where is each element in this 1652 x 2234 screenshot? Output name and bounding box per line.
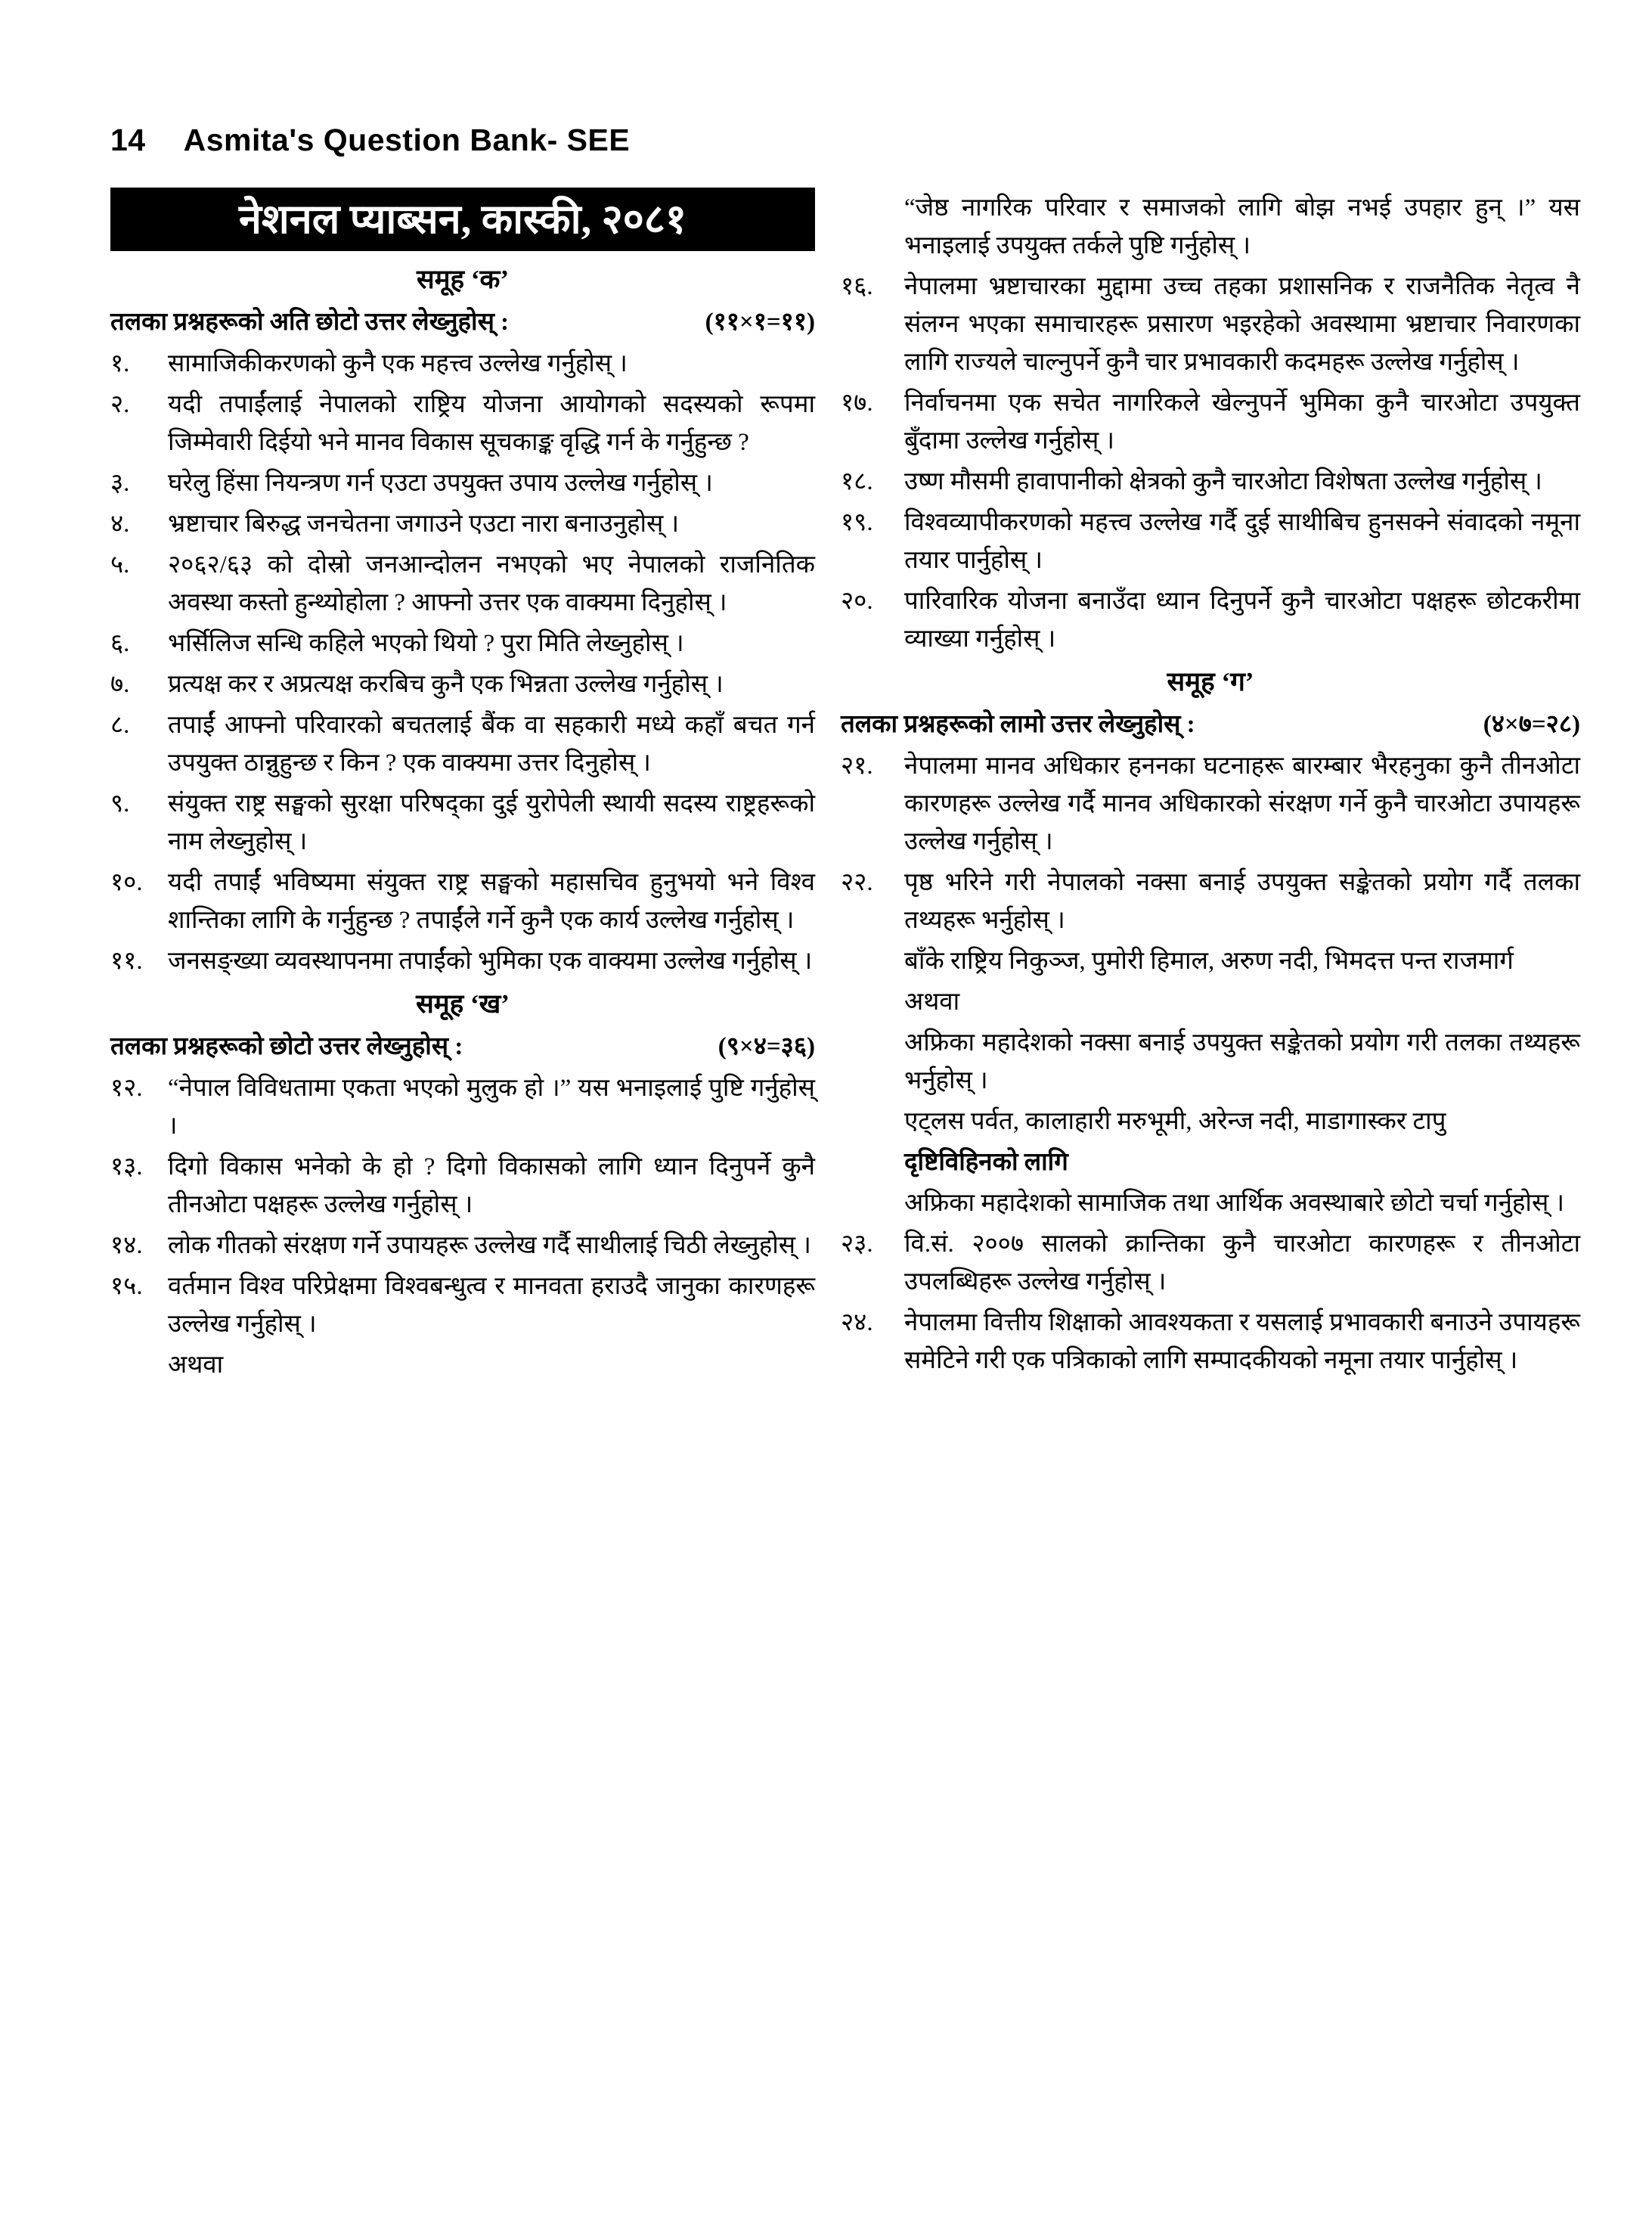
question-number: ९. [110,790,130,818]
question-2 [110,386,815,461]
question-number: ३. [110,470,130,497]
marks-label: (११×१=११) [705,309,815,336]
question-text: वर्तमान विश्व परिप्रेक्षमा विश्वबन्धुत्व र मानवता हराउदै जानुका कारणहरू उल्लेख गर्नुहोस् । [168,1273,815,1338]
question-text: पारिवारिक योजना बनाउँदा ध्यान दिनुपर्ने कुनै चारओटा पक्षहरू छोटकरीमा व्याख्या गर्नुहोस् । [904,588,1580,653]
question-text: प्रत्यक्ष कर र अप्रत्यक्ष करबिच कुनै एक भिन्नता उल्लेख गर्नुहोस् । [168,671,724,698]
instruction-text: तलका प्रश्नहरूको छोटो उत्तर लेख्नुहोस् : [110,1033,463,1060]
question-text: उष्ण मौसमी हावापानीको क्षेत्रको कुनै चारओटा विशेषता उल्लेख गर्नुहोस् । [904,468,1542,495]
question-number: २३. [841,1230,873,1258]
question-9 [110,785,815,861]
question-number: २४. [841,1309,873,1336]
question-text: २०६२/६३ को दोस्रो जनआन्दोलन नभएको भए नेपालको राजनितिक अवस्था कस्तो हुन्थ्योहोला ? आफ्नो उत्तर एक वाक्यमा दिनुहोस् । [168,551,815,616]
question-number: २१. [841,752,873,780]
question-22-alt-map-items: एट्लस पर्वत, कालाहारी मरुभूमी, अरेन्ज नदी, माडागास्कर टापु [904,1108,1446,1135]
question-16 [841,268,1580,381]
question-number: २. [110,391,130,418]
question-text: लोक गीतको संरक्षण गर्ने उपायहरू उल्लेख गर्दै साथीलाई चिठी लेख्नुहोस् । [168,1232,811,1259]
question-number: १८. [841,468,873,495]
question-text: तपाईं आफ्नो परिवारको बचतलाई बैंक वा सहकारी मध्ये कहाँ बचत गर्न उपयुक्त ठान्नुहुन्छ र किन ? एक वाक्यमा उत्तर दिनुहोस् । [168,712,815,777]
question-22-map-items: बाँके राष्ट्रिय निकुञ्ज, पुमोरी हिमाल, अरुण नदी, भिमदत्त पन्त राजमार्ग [904,948,1514,975]
group-c-instruction [841,705,1580,744]
question-11 [110,942,815,980]
group-a-instruction [110,303,815,342]
question-text: “नेपाल विविधतामा एकता भएको मुलुक हो ।” यस भनाइलाई पुष्टि गर्नुहोस् । [168,1075,815,1140]
question-number: १४. [110,1232,143,1259]
question-number: १३. [110,1153,143,1181]
question-24 [841,1304,1580,1379]
question-number: १९. [841,509,873,536]
group-c-header: समूह ‘ग’ [1167,667,1254,697]
page-header [110,123,630,158]
right-column [841,189,1580,1382]
question-4 [110,505,815,543]
question-18 [841,463,1580,501]
question-number: ६. [110,630,130,657]
question-number: २०. [841,588,873,615]
visually-impaired-label: दृष्टिविहिनको लागि [904,1149,1068,1176]
question-3 [110,464,815,502]
question-13 [110,1148,815,1224]
question-1 [110,345,815,383]
instruction-text: तलका प्रश्नहरूको अति छोटो उत्तर लेख्नुहोस् : [110,309,510,336]
group-b-instruction [110,1027,815,1066]
question-text: निर्वाचनमा एक सचेत नागरिकले खेल्नुपर्ने भुमिका कुनै चारओटा उपयुक्त बुँदामा उल्लेख गर्नुहोस् । [904,389,1580,455]
question-22-alternative: अफ्रिका महादेशको नक्सा बनाई उपयुक्त सङ्केतको प्रयोग गरी तलका तथ्यहरू भर्नुहोस् । [904,1029,1580,1094]
book-title: Asmita's Question Bank- SEE [183,123,631,157]
question-19 [841,504,1580,579]
or-separator: अथवा [168,1351,224,1379]
question-text: नेपालमा वित्तीय शिक्षाको आवश्यकता र यसलाई प्रभावकारी बनाउने उपायहरू समेटिने गरी एक पत्रिकाको लागि सम्पादकीयको नमूना तयार पार्नुहोस् । [904,1309,1580,1374]
question-text: भ्रष्टाचार बिरुद्ध जनचेतना जगाउने एउटा नारा बनाउनुहोस् । [168,510,680,538]
group-a-header: समूह ‘क’ [416,265,510,294]
question-text: भर्सिलिज सन्धि कहिले भएको थियो ? पुरा मिति लेख्नुहोस् । [168,630,684,657]
left-column [110,188,815,1387]
question-text: दिगो विकास भनेको के हो ? दिगो विकासको लागि ध्यान दिनुपर्ने कुनै तीनओटा पक्षहरू उल्लेख गर्नुहोस् । [168,1153,815,1218]
question-17 [841,384,1580,460]
question-23 [841,1225,1580,1301]
question-number: ८. [110,712,130,739]
question-22 [841,864,1580,939]
question-text: यदी तपाईंलाई नेपालको राष्ट्रिय योजना आयोगको सदस्यको रूपमा जिम्मेवारी दिईयो भने मानव विकास सूचकाङ्क वृद्धि गर्न के गर्नुहुन्छ ? [168,391,815,456]
question-7 [110,666,815,703]
question-number: ११. [110,948,143,975]
question-text: वि.सं. २००७ सालको क्रान्तिका कुनै चारओटा कारणहरू र तीनओटा उपलब्धिहरू उल्लेख गर्नुहोस् । [904,1230,1580,1295]
exam-banner: नेशनल प्याब्सन, कास्की, २०८१ [110,188,815,251]
question-20 [841,582,1580,658]
question-15 [110,1267,815,1343]
question-text: घरेलु हिंसा नियन्त्रण गर्न एउटा उपयुक्त उपाय उल्लेख गर्नुहोस् । [168,470,713,497]
question-number: ४. [110,510,130,538]
page-number: 14 [110,123,146,157]
question-21 [841,747,1580,861]
marks-label: (४×७=२८) [1483,711,1580,738]
group-b-header: समूह ‘ख’ [416,989,510,1019]
question-22-blind-text: अफ्रिका महादेशको सामाजिक तथा आर्थिक अवस्थाबारे छोटो चर्चा गर्नुहोस् । [904,1190,1565,1217]
question-number: १६. [841,273,873,300]
question-number: ७. [110,671,130,698]
question-text: यदी तपाईं भविष्यमा संयुक्त राष्ट्र सङ्घको महासचिव हुनुभयो भने विश्व शान्तिका लागि के गर्नुहुन्छ ? तपाईंले गर्ने कुनै एक कार्य उल्लेख गर्नुहोस् । [168,869,815,934]
question-number: १. [110,350,130,377]
marks-label: (९×४=३६) [718,1033,815,1060]
question-text: जनसङ्ख्या व्यवस्थापनमा तपाईंको भुमिका एक वाक्यमा उल्लेख गर्नुहोस् । [168,948,813,975]
question-12 [110,1069,815,1145]
question-text: नेपालमा मानव अधिकार हननका घटनाहरू बारम्बार भैरहनुका कुनै तीनओटा कारणहरू उल्लेख गर्दै मानव अधिकारको संरक्षण गर्ने कुनै चारओटा उपायहरू उल्लेख गर्नुहोस् । [904,752,1580,855]
question-14 [110,1227,815,1264]
question-number: ५. [110,551,130,579]
question-5 [110,546,815,622]
question-number: १७. [841,389,873,417]
question-number: १५. [110,1273,143,1300]
question-15-alternative: “जेष्ठ नागरिक परिवार र समाजको लागि बोझ नभई उपहार हुन् ।” यस भनाइलाई उपयुक्त तर्कले पुष्टि गर्नुहोस् । [904,194,1580,259]
question-number: २२. [841,869,873,896]
or-separator: अथवा [904,988,960,1016]
question-text: विश्वव्यापीकरणको महत्त्व उल्लेख गर्दै दुई साथीबिच हुनसक्ने संवादको नमूना तयार पार्नुहोस् । [904,509,1580,574]
question-text: पृष्ठ भरिने गरी नेपालको नक्सा बनाई उपयुक्त सङ्केतको प्रयोग गर्दै तलका तथ्यहरू भर्नुहोस् । [904,869,1580,934]
question-text: सामाजिकीकरणको कुनै एक महत्त्व उल्लेख गर्नुहोस् । [168,350,628,377]
question-6 [110,625,815,662]
question-text: नेपालमा भ्रष्टाचारका मुद्दामा उच्च तहका प्रशासनिक र राजनैतिक नेतृत्व नै संलग्न भएका समाचारहरू प्रसारण भइरहेको अवस्थामा भ्रष्टाचार निवारणका लागि राज्यले चाल्नुपर्ने कुनै चार प्रभावकारी कदमहरू उल्लेख गर्नुहोस् । [904,273,1580,376]
instruction-text: तलका प्रश्नहरूको लामो उत्तर लेख्नुहोस् : [841,711,1195,738]
question-8 [110,706,815,782]
question-text: संयुक्त राष्ट्र सङ्घको सुरक्षा परिषद्का दुई युरोपेली स्थायी सदस्य राष्ट्रहरूको नाम लेख्नुहोस् । [168,790,815,855]
question-10 [110,864,815,939]
question-number: १०. [110,869,143,896]
question-number: १२. [110,1075,143,1102]
